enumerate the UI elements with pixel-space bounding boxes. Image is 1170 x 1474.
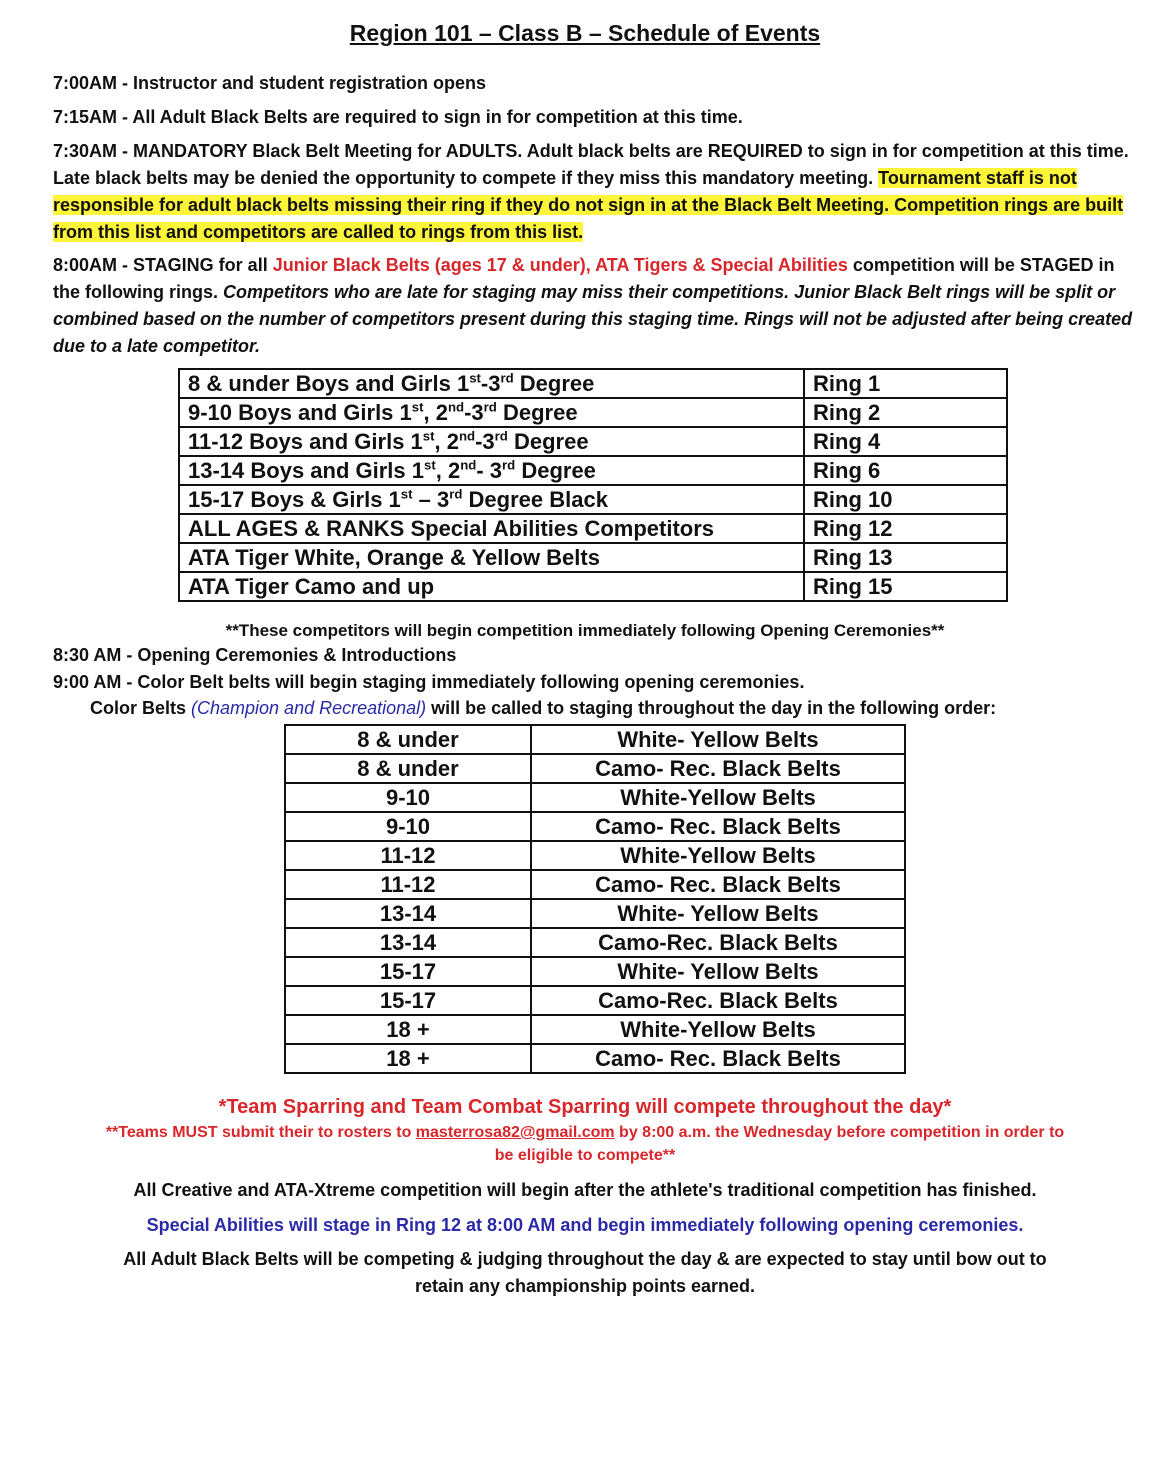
color-table-row [285,870,905,899]
ring-number-cell: Ring 4 [804,427,1007,456]
belt-range-cell: White-Yellow Belts [531,841,905,870]
creative-note: All Creative and ATA-Xtreme competition will begin after the athlete's traditional competition has finished. [133,1180,1037,1200]
item-900: 9:00 AM - Color Belt belts will begin staging immediately following opening ceremonies. [53,672,805,692]
item-730-text: 7:30AM - MANDATORY Black Belt Meeting for ADULTS. Adult black belts are REQUIRED to sign in for competition at this time. Late black belts may be denied the opportunity to compete if they miss this mandatory meeting. [53,141,1129,188]
belt-range-cell: White-Yellow Belts [531,1015,905,1044]
ring-number-cell: Ring 13 [804,543,1007,572]
ring-table-row [179,543,1007,572]
color-table-row [285,957,905,986]
item-800-text-a: 8:00AM - STAGING for all [53,255,273,275]
color-table-row [285,841,905,870]
ring-group-cell: 15-17 Boys & Girls 1st – 3rd Degree Black [179,485,804,514]
color-table-row [285,783,905,812]
age-group-cell: 13-14 [285,899,531,928]
age-group-cell: 9-10 [285,783,531,812]
color-belt-table [284,724,906,1074]
age-group-cell: 18 + [285,1015,531,1044]
belt-range-cell: White-Yellow Belts [531,783,905,812]
ring-group-cell: ALL AGES & RANKS Special Abilities Competitors [179,514,804,543]
color-intro-b: will be called to staging throughout the day in the following order: [426,698,997,718]
special-abilities-note: Special Abilities will stage in Ring 12 at 8:00 AM and begin immediately following opening ceremonies. [146,1215,1024,1235]
belt-range-cell: White- Yellow Belts [531,725,905,754]
belt-range-cell: Camo- Rec. Black Belts [531,1044,905,1073]
color-table-row [285,1015,905,1044]
ring-table-row [179,398,1007,427]
age-group-cell: 8 & under [285,754,531,783]
ring-table-row [179,485,1007,514]
age-group-cell: 18 + [285,1044,531,1073]
adult-note [0,1246,1170,1300]
item-830: 8:30 AM - Opening Ceremonies & Introductions [53,645,457,665]
age-group-cell: 11-12 [285,870,531,899]
team-sparring-note: *Team Sparring and Team Combat Sparring will compete throughout the day* [218,1096,952,1118]
belt-range-cell: Camo- Rec. Black Belts [531,870,905,899]
ring-table-row [179,456,1007,485]
age-group-cell: 11-12 [285,841,531,870]
ring-group-cell: 13-14 Boys and Girls 1st, 2nd- 3rd Degree [179,456,804,485]
roster-text-b: by 8:00 a.m. the Wednesday before competition in order to [614,1124,1065,1141]
age-group-cell: 15-17 [285,986,531,1015]
belt-range-cell: Camo-Rec. Black Belts [531,986,905,1015]
roster-note [0,1121,1170,1167]
belt-range-cell: Camo- Rec. Black Belts [531,812,905,841]
adult-text-a: All Adult Black Belts will be competing & judging throughout the day & are expected to stay until bow out to [123,1249,1047,1269]
ring-group-cell: ATA Tiger Camo and up [179,572,804,601]
item-715: 7:15AM - All Adult Black Belts are required to sign in for competition at this time. [53,107,743,127]
roster-email-link[interactable]: masterrosa82@gmail.com [415,1124,615,1141]
item-730-highlight: Tournament staff is not responsible for adult black belts missing their ring if they do not sign in at the Black Belt Meeting. Competition rings are built from this list and competitors are called to rings from this list. [53,168,1124,242]
color-table-row [285,986,905,1015]
belt-range-cell: Camo- Rec. Black Belts [531,754,905,783]
belt-range-cell: Camo-Rec. Black Belts [531,928,905,957]
ring-number-cell: Ring 12 [804,514,1007,543]
age-group-cell: 8 & under [285,725,531,754]
ring-group-cell: 8 & under Boys and Girls 1st-3rd Degree [179,369,804,398]
item-800-text-b: competition will be STAGED in the following rings. [53,255,1115,302]
page-title: Region 101 – Class B – Schedule of Events [349,20,821,46]
item-730 [53,138,1138,246]
age-group-cell: 9-10 [285,812,531,841]
ring-number-cell: Ring 6 [804,456,1007,485]
roster-text-c: be eligible to compete** [494,1147,676,1164]
color-intro-a: Color Belts [90,698,192,718]
roster-text-a: **Teams MUST submit their to rosters to [105,1124,416,1141]
color-table-row [285,928,905,957]
ring-table-row [179,427,1007,456]
ring-table-row [179,514,1007,543]
ring-number-cell: Ring 1 [804,369,1007,398]
age-group-cell: 15-17 [285,957,531,986]
ring-table-row [179,572,1007,601]
ring-table-row [179,369,1007,398]
color-table-row [285,754,905,783]
color-table-row [285,812,905,841]
color-table-row [285,899,905,928]
color-table-row [285,725,905,754]
item-800-italic: Competitors who are late for staging may miss their competitions. Junior Black Belt rings will be split or combined based on the number of competitors present during this staging time. Rings will not be adjusted after being created due to a late competitor. [53,282,1133,356]
belt-range-cell: White- Yellow Belts [531,957,905,986]
item-800-red: Junior Black Belts (ages 17 & under), ATA Tigers & Special Abilities [272,255,848,275]
ring-note: **These competitors will begin competition immediately following Opening Ceremonies** [225,621,945,640]
belt-range-cell: White- Yellow Belts [531,899,905,928]
ring-number-cell: Ring 10 [804,485,1007,514]
ring-group-cell: ATA Tiger White, Orange & Yellow Belts [179,543,804,572]
ring-number-cell: Ring 15 [804,572,1007,601]
ring-group-cell: 11-12 Boys and Girls 1st, 2nd-3rd Degree [179,427,804,456]
color-intro-italic: (Champion and Recreational) [191,698,427,718]
color-intro [90,695,1150,722]
color-table-row [285,1044,905,1073]
item-800 [53,252,1138,360]
ring-group-cell: 9-10 Boys and Girls 1st, 2nd-3rd Degree [179,398,804,427]
age-group-cell: 13-14 [285,928,531,957]
ring-number-cell: Ring 2 [804,398,1007,427]
item-700: 7:00AM - Instructor and student registration opens [53,73,487,93]
ring-table [178,368,1008,602]
adult-text-b: retain any championship points earned. [414,1276,756,1296]
